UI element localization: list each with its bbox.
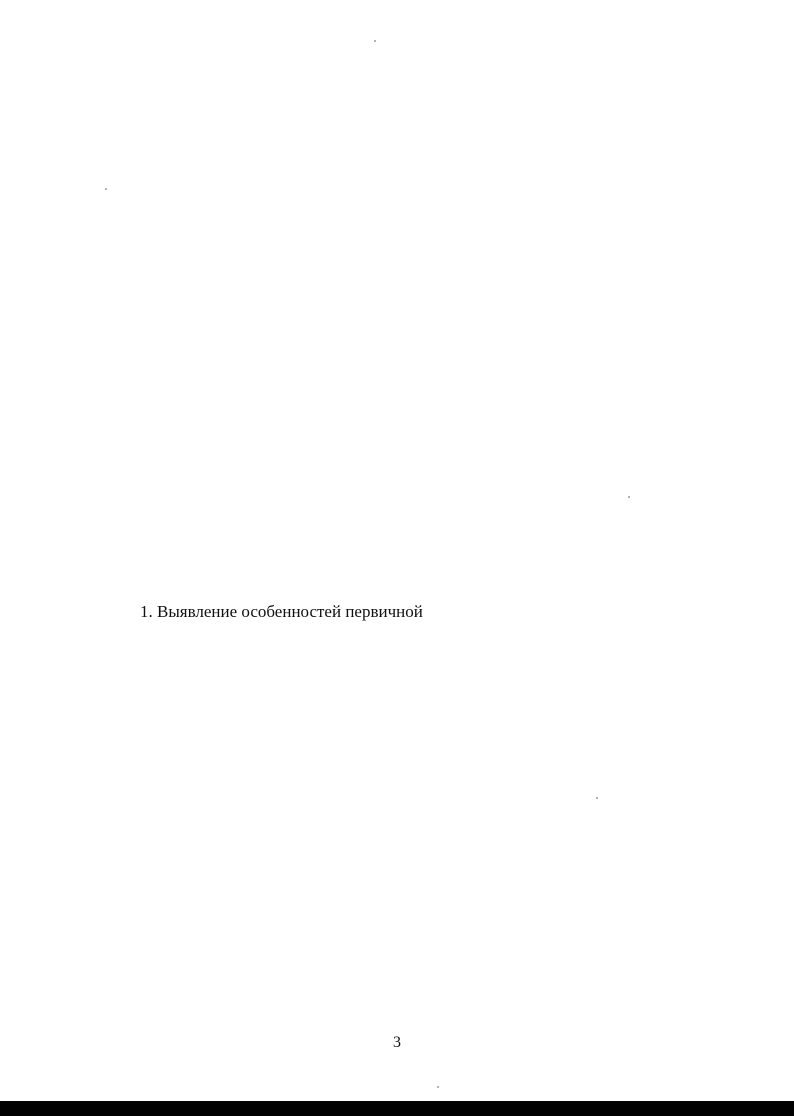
scan-speck xyxy=(437,1086,439,1088)
scan-border-bar xyxy=(0,1101,794,1116)
scan-speck xyxy=(596,797,598,799)
scan-speck xyxy=(628,496,630,498)
scan-speck xyxy=(105,188,107,190)
page-number: 3 xyxy=(393,1034,401,1051)
scan-speck xyxy=(374,40,376,42)
toc-entry-primary-structure-line1: 1. Выявление особенностей первичной xyxy=(140,602,423,621)
